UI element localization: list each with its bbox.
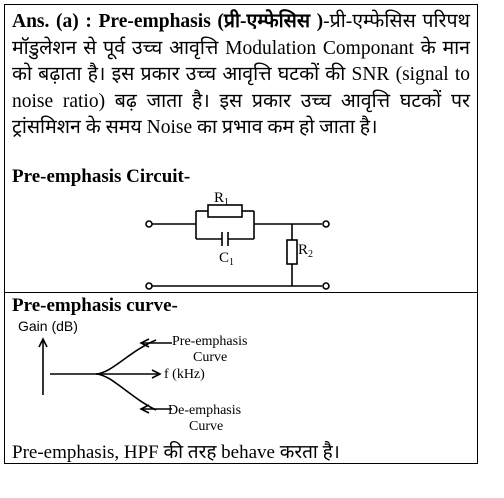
answer-term-hindi: (प्री-एम्फेसिस )	[217, 11, 324, 32]
section-divider	[4, 292, 478, 293]
c1-label: $C_1$	[219, 250, 235, 268]
gain-axis-label: Gain (dB)	[18, 318, 78, 334]
answer-prefix: Ans. (a) :	[12, 11, 99, 32]
r1-label: $R_1$	[214, 190, 230, 208]
pre-emphasis-label-2: Curve	[193, 350, 228, 365]
de-emphasis-label-2: Curve	[189, 419, 224, 434]
answer-body: -प्री-एम्फेसिस परिपथ मॉडुलेशन से पूर्व उच्च आवृत्ति Modulation Componant के मान को बढ़ाता है। इस प्रकार उच्च आवृत्ति घटकों की SNR (signal to noise ratio) बढ़ जाता है। इस प्रकार उच्च आवृत्ति घटकों पर ट्रांसमिशन के समय Noise का प्रभाव कम हो जाता है।	[12, 11, 471, 138]
curve-heading: Pre-emphasis curve-	[12, 295, 178, 316]
circuit-heading: Pre-emphasis Circuit-	[12, 166, 191, 187]
frequency-axis-label: f (kHz)	[164, 367, 205, 382]
pre-emphasis-label-1: Pre-emphasis	[172, 334, 248, 349]
answer-term: Pre-emphasis	[98, 11, 211, 32]
conclusion-line: Pre-emphasis, HPF की तरह behave करता है।	[12, 442, 340, 463]
r2-label: $R_2$	[298, 242, 314, 260]
de-emphasis-label-1: De-emphasis	[168, 403, 242, 418]
answer-paragraph	[12, 9, 470, 142]
